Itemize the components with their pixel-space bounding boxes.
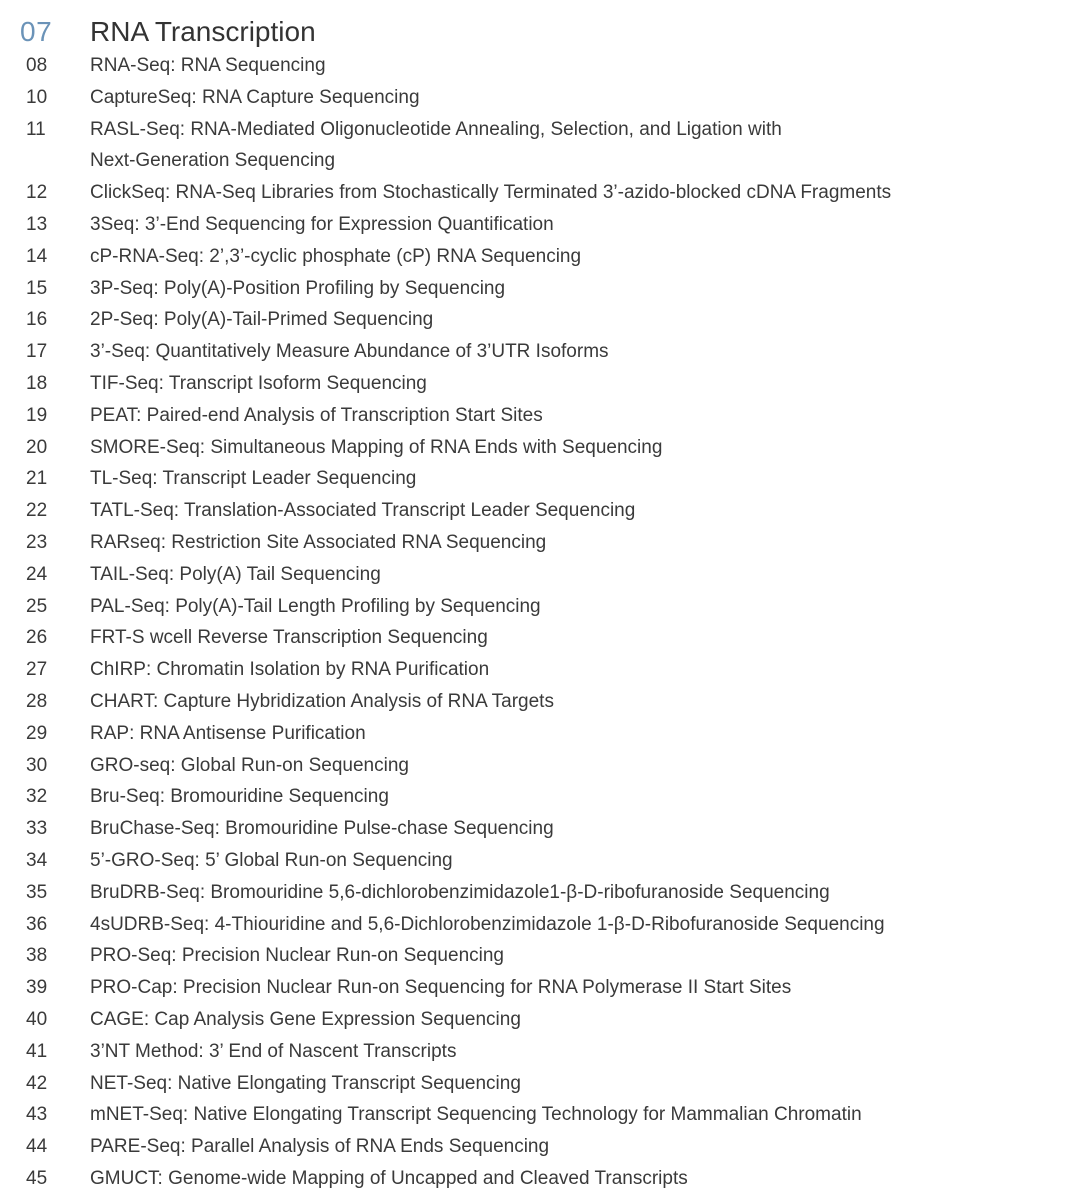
toc-entry-title-text: PAL-Seq: Poly(A)-Tail Length Profiling by Sequencing <box>90 595 541 617</box>
toc-entry-title <box>90 1099 1040 1131</box>
toc-entry-page-number: 43 <box>26 1104 48 1126</box>
toc-entry-title <box>90 845 1040 877</box>
toc-entry-title-text: RARseq: Restriction Site Associated RNA Sequencing <box>90 531 547 553</box>
toc-entry[interactable] <box>0 813 1066 845</box>
section-number: 07 <box>20 16 53 47</box>
toc-entry[interactable] <box>0 1131 1066 1163</box>
toc-entry-title-text: RNA-Seq: RNA Sequencing <box>90 55 326 76</box>
toc-entry-page-number: 39 <box>26 977 48 999</box>
toc-entry[interactable] <box>0 940 1066 972</box>
toc-entry[interactable] <box>0 241 1066 273</box>
toc-entry-page-number: 12 <box>26 182 48 204</box>
toc-entry-page-number: 22 <box>26 500 48 522</box>
toc-entry-page-number: 42 <box>26 1072 48 1094</box>
toc-entry-page-number: 36 <box>26 913 48 935</box>
toc-entry-title-text: CAGE: Cap Analysis Gene Expression Sequencing <box>90 1008 521 1030</box>
toc-entry-list <box>0 50 1066 1195</box>
toc-entry-page-number: 17 <box>26 341 48 363</box>
toc-entry-title <box>90 273 1040 305</box>
toc-entry-page-number: 29 <box>26 722 48 744</box>
toc-entry-page-number: 27 <box>26 659 48 681</box>
toc-entry-page-number: 13 <box>26 213 48 235</box>
toc-entry[interactable] <box>0 50 1066 82</box>
toc-entry-title <box>90 336 1040 368</box>
toc-entry-page-number: 23 <box>26 531 48 553</box>
toc-entry-page-number: 41 <box>26 1040 48 1062</box>
toc-entry[interactable] <box>0 527 1066 559</box>
toc-entry[interactable] <box>0 654 1066 686</box>
toc-entry[interactable] <box>0 400 1066 432</box>
toc-entry-title <box>90 209 1040 241</box>
toc-entry-page-number: 40 <box>26 1008 48 1030</box>
toc-entry-title-text: BruChase-Seq: Bromouridine Pulse-chase Sequencing <box>90 818 554 840</box>
toc-entry-title-text: PRO-Cap: Precision Nuclear Run-on Sequencing for RNA Polymerase II Start Sites <box>90 977 792 999</box>
toc-entry[interactable] <box>0 559 1066 591</box>
toc-entry-title <box>90 1068 1040 1100</box>
toc-entry-title-text: 3Seq: 3’-End Sequencing for Expression Quantification <box>90 213 554 235</box>
toc-entry-page-number: 33 <box>26 818 48 840</box>
toc-entry-title-text: TAIL-Seq: Poly(A) Tail Sequencing <box>90 563 381 585</box>
toc-entry-title <box>90 972 1040 1004</box>
toc-entry-title-text: NET-Seq: Native Elongating Transcript Sequencing <box>90 1072 521 1094</box>
toc-entry[interactable] <box>0 750 1066 782</box>
toc-entry-title <box>90 559 1040 591</box>
toc-entry-title-text: CHART: Capture Hybridization Analysis of RNA Targets <box>90 690 554 712</box>
toc-entry-title-continuation: Next-Generation Sequencing <box>90 150 336 172</box>
toc-entry[interactable] <box>0 177 1066 209</box>
toc-entry[interactable] <box>0 622 1066 654</box>
toc-entry[interactable] <box>0 273 1066 305</box>
toc-entry-title <box>90 368 1040 400</box>
toc-entry-title-text: RAP: RNA Antisense Purification <box>90 722 366 744</box>
toc-entry-page-number: 44 <box>26 1136 48 1158</box>
toc-entry-title <box>90 304 1040 336</box>
toc-entry-title <box>90 877 1040 909</box>
toc-entry-page-number: 32 <box>26 786 48 808</box>
toc-entry[interactable] <box>0 1004 1066 1036</box>
toc-entry[interactable] <box>0 209 1066 241</box>
toc-entry-title-text: TL-Seq: Transcript Leader Sequencing <box>90 468 417 490</box>
toc-entry-title-text: PRO-Seq: Precision Nuclear Run-on Sequencing <box>90 945 504 967</box>
toc-entry-title <box>90 50 1040 82</box>
toc-entry-page-number: 08 <box>26 55 48 76</box>
toc-entry[interactable] <box>0 1163 1066 1195</box>
toc-entry-page-number: 19 <box>26 404 48 426</box>
toc-entry[interactable] <box>0 463 1066 495</box>
toc-entry-title-text: SMORE-Seq: Simultaneous Mapping of RNA Ends with Sequencing <box>90 436 663 458</box>
toc-entry-title-text: PEAT: Paired-end Analysis of Transcription Start Sites <box>90 404 543 426</box>
toc-entry-title-text: Bru-Seq: Bromouridine Sequencing <box>90 786 389 808</box>
toc-entry-title <box>90 527 1040 559</box>
toc-entry[interactable] <box>0 972 1066 1004</box>
toc-entry-page-number: 45 <box>26 1167 48 1189</box>
toc-entry[interactable] <box>0 909 1066 941</box>
toc-entry[interactable] <box>0 781 1066 813</box>
toc-entry-page-number: 16 <box>26 309 48 331</box>
toc-entry-title-text: 4sUDRB-Seq: 4-Thiouridine and 5,6-Dichlorobenzimidazole 1-β-D-Ribofuranoside Sequencing <box>90 913 885 935</box>
toc-entry-title-text: cP-RNA-Seq: 2’,3’-cyclic phosphate (cP) RNA Sequencing <box>90 245 582 267</box>
toc-entry[interactable] <box>0 718 1066 750</box>
toc-entry[interactable] <box>0 368 1066 400</box>
toc-entry-title <box>90 1004 1040 1036</box>
toc-entry-page-number: 11 <box>26 118 46 140</box>
toc-entry-title-text: ChIRP: Chromatin Isolation by RNA Purification <box>90 659 490 681</box>
toc-entry-page-number: 18 <box>26 372 48 394</box>
toc-entry-title <box>90 813 1040 845</box>
toc-entry-page-number: 20 <box>26 436 48 458</box>
toc-entry[interactable] <box>0 877 1066 909</box>
toc-entry[interactable] <box>0 432 1066 464</box>
toc-entry-title-text: 5’-GRO-Seq: 5’ Global Run-on Sequencing <box>90 849 453 871</box>
toc-entry-title-text: FRT-S wcell Reverse Transcription Sequencing <box>90 627 488 649</box>
toc-entry-page-number: 30 <box>26 754 48 776</box>
toc-entry-title-text: ClickSeq: RNA-Seq Libraries from Stochastically Terminated 3’-azido-blocked cDNA Fragments <box>90 182 892 204</box>
toc-entry-title <box>90 463 1040 495</box>
toc-entry-title <box>90 591 1040 623</box>
toc-entry-title-text: TATL-Seq: Translation-Associated Transcript Leader Sequencing <box>90 500 636 522</box>
toc-entry-title <box>90 400 1040 432</box>
toc-entry-title-text: 3P-Seq: Poly(A)-Position Profiling by Sequencing <box>90 277 506 299</box>
toc-entry-title-text: RASL-Seq: RNA-Mediated Oligonucleotide Annealing, Selection, and Ligation with <box>90 118 782 140</box>
toc-entry-title <box>90 718 1040 750</box>
toc-entry-title <box>90 781 1040 813</box>
toc-entry-title <box>90 177 1040 209</box>
toc-entry-page-number: 35 <box>26 881 48 903</box>
toc-entry-title <box>90 686 1040 718</box>
toc-entry-title <box>90 241 1040 273</box>
toc-entry-title <box>90 940 1040 972</box>
toc-entry-title-text: 2P-Seq: Poly(A)-Tail-Primed Sequencing <box>90 309 434 331</box>
toc-entry-page-number: 26 <box>26 627 48 649</box>
toc-entry-title <box>90 622 1040 654</box>
toc-entry-title <box>90 1036 1040 1068</box>
toc-entry-title <box>90 114 1040 178</box>
toc-entry-page-number: 38 <box>26 945 48 967</box>
toc-entry-title-text: mNET-Seq: Native Elongating Transcript Sequencing Technology for Mammalian Chromatin <box>90 1104 862 1126</box>
toc-entry[interactable] <box>0 1036 1066 1068</box>
toc-entry-title <box>90 909 1040 941</box>
toc-entry-title-text: TIF-Seq: Transcript Isoform Sequencing <box>90 372 427 394</box>
toc-entry-page-number: 10 <box>26 86 48 108</box>
toc-entry-page-number: 25 <box>26 595 48 617</box>
section-title: RNA Transcription <box>90 16 316 47</box>
toc-entry[interactable] <box>0 336 1066 368</box>
toc-entry-title <box>90 654 1040 686</box>
toc-entry[interactable] <box>0 495 1066 527</box>
section-header <box>0 12 1066 52</box>
toc-entry-title <box>90 82 1040 114</box>
toc-entry-page-number: 21 <box>26 468 48 490</box>
toc-entry-title <box>90 495 1040 527</box>
toc-entry-title-text: GRO-seq: Global Run-on Sequencing <box>90 754 409 776</box>
toc-entry[interactable] <box>0 114 1066 178</box>
toc-entry[interactable] <box>0 1099 1066 1131</box>
toc-entry-title-text: CaptureSeq: RNA Capture Sequencing <box>90 86 420 108</box>
toc-entry-title <box>90 1131 1040 1163</box>
toc-entry-page-number: 24 <box>26 563 48 585</box>
toc-entry-title-text: GMUCT: Genome-wide Mapping of Uncapped and Cleaved Transcripts <box>90 1167 688 1189</box>
toc-entry[interactable] <box>0 845 1066 877</box>
toc-entry-page-number: 28 <box>26 690 48 712</box>
toc-entry-title-text: BruDRB-Seq: Bromouridine 5,6-dichlorobenzimidazole1-β-D-ribofuranoside Sequencing <box>90 881 830 903</box>
toc-entry[interactable] <box>0 82 1066 114</box>
toc-entry[interactable] <box>0 1068 1066 1100</box>
toc-entry-title-text: 3’-Seq: Quantitatively Measure Abundance of 3’UTR Isoforms <box>90 341 609 363</box>
toc-entry-title-text: PARE-Seq: Parallel Analysis of RNA Ends Sequencing <box>90 1136 550 1158</box>
toc-entry-title <box>90 432 1040 464</box>
toc-entry-title <box>90 750 1040 782</box>
toc-entry-page-number: 15 <box>26 277 48 299</box>
toc-entry-title-text: 3’NT Method: 3’ End of Nascent Transcripts <box>90 1040 457 1062</box>
toc-entry[interactable] <box>0 304 1066 336</box>
toc-entry-page-number: 34 <box>26 849 48 871</box>
toc-entry-page-number: 14 <box>26 245 48 267</box>
toc-entry-title <box>90 1163 1040 1195</box>
toc-entry[interactable] <box>0 591 1066 623</box>
toc-entry[interactable] <box>0 686 1066 718</box>
